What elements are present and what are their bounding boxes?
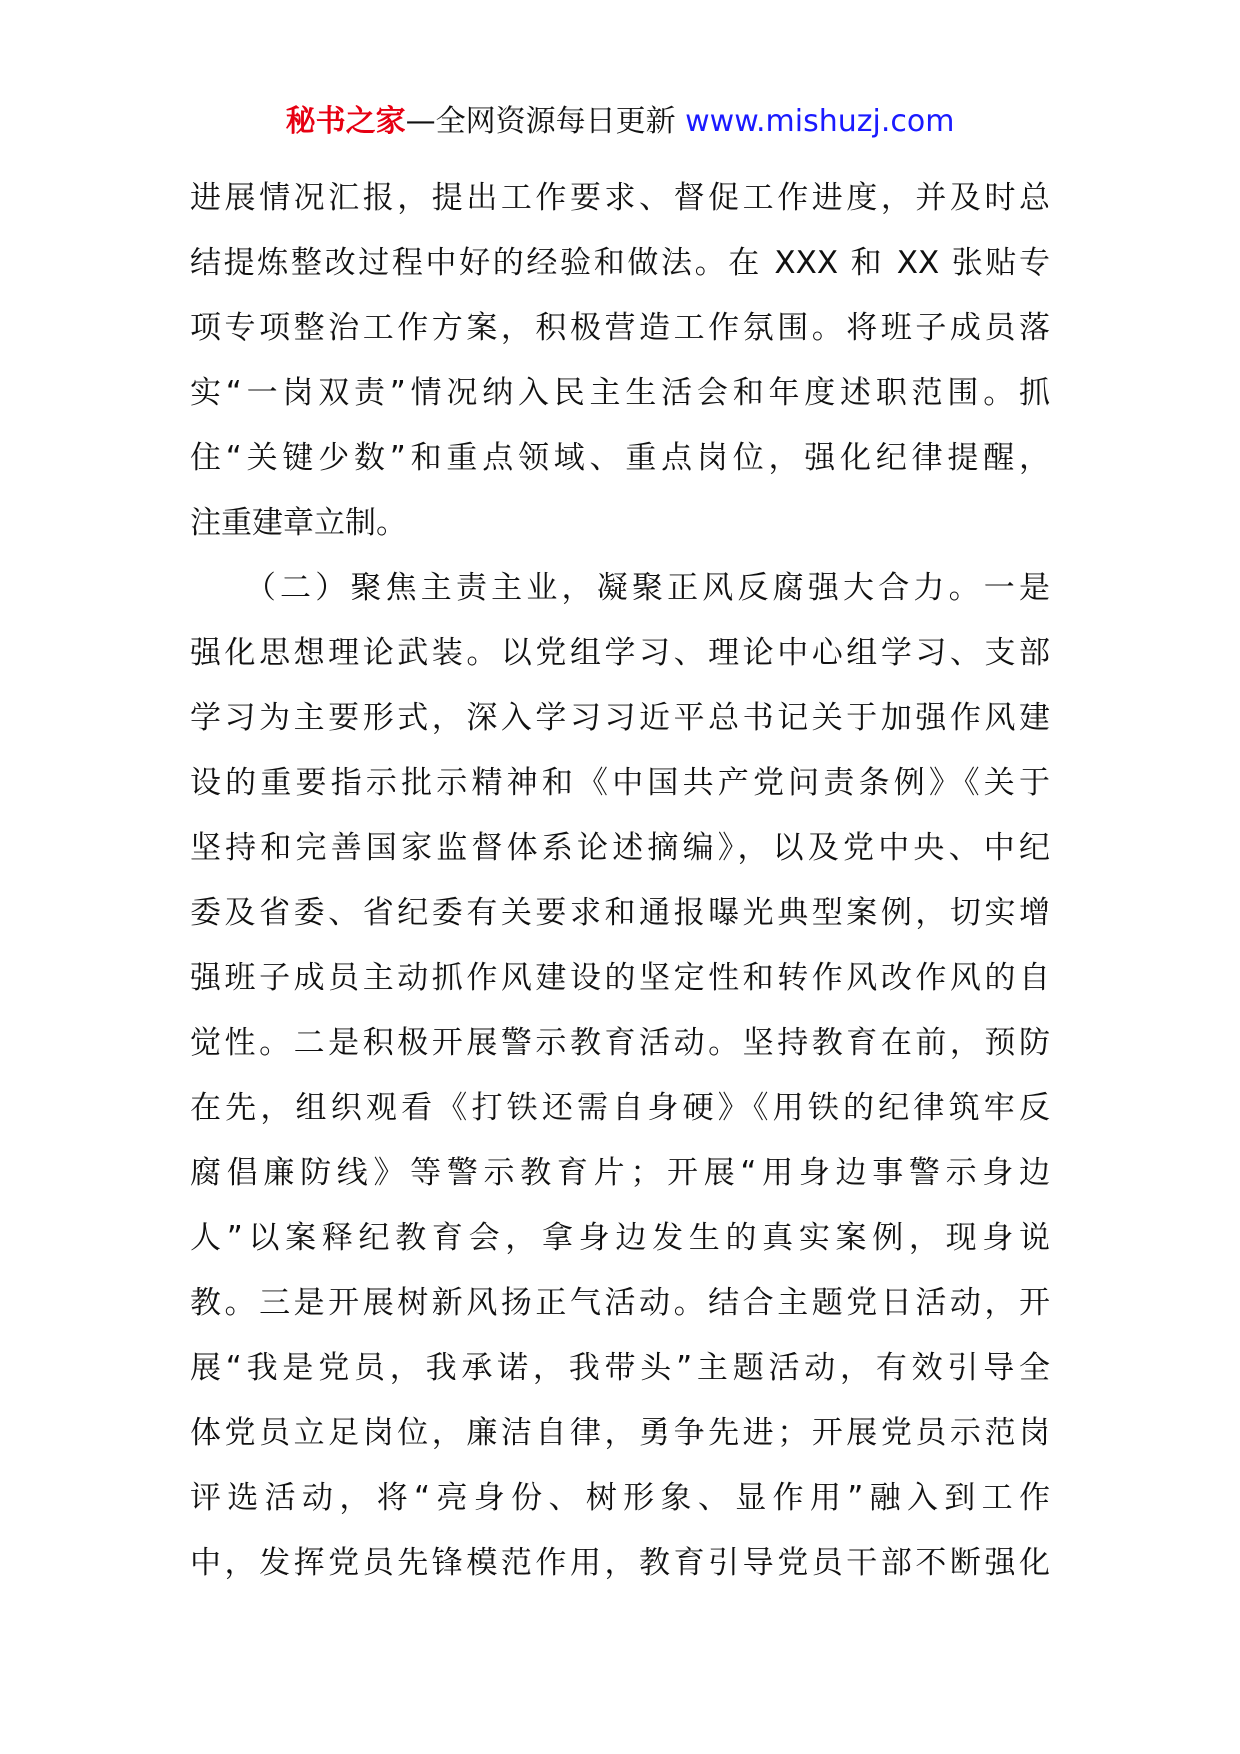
paragraph-2 [190,556,1050,1596]
text-line: 实“一岗双责”情况纳入民主生活会和年度述职范围。抓 [190,375,1050,411]
text-line: 注重建章立制。 [190,505,407,541]
text-line: 觉性。二是积极开展警示教育活动。坚持教育在前，预防 [190,1025,1050,1061]
text-line: 项专项整治工作方案，积极营造工作氛围。将班子成员落 [190,310,1050,346]
text-line: 人”以案释纪教育会，拿身边发生的真实案例，现身说 [190,1220,1050,1256]
text-line: 学习为主要形式，深入学习习近平总书记关于加强作风建 [190,700,1050,736]
text-line: 设的重要指示批示精神和《中国共产党问责条例》《关于 [190,765,1050,801]
text-line: 展“我是党员，我承诺，我带头”主题活动，有效引导全 [190,1350,1050,1386]
text-line: 委及省委、省纪委有关要求和通报曝光典型案例，切实增 [190,895,1050,931]
text-line: 在先，组织观看《打铁还需自身硬》《用铁的纪律筑牢反 [190,1090,1050,1126]
text-line: 评选活动，将“亮身份、树形象、显作用”融入到工作 [190,1480,1050,1516]
text-line: 进展情况汇报，提出工作要求、督促工作进度，并及时总 [190,180,1050,216]
text-line: 体党员立足岗位，廉洁自律，勇争先进；开展党员示范岗 [190,1415,1050,1451]
text-line: （二）聚焦主责主业，凝聚正风反腐强大合力。一是 [190,570,1050,606]
text-line: 中，发挥党员先锋模范作用，教育引导党员干部不断强化 [190,1545,1050,1581]
text-line: 教。三是开展树新风扬正气活动。结合主题党日活动，开 [190,1285,1050,1321]
text-line: 强班子成员主动抓作风建设的坚定性和转作风改作风的自 [190,960,1050,996]
text-line: 强化思想理论武装。以党组学习、理论中心组学习、支部 [190,635,1050,671]
site-url[interactable]: www.mishuzj.com [685,104,955,139]
text-line: 结提炼整改过程中好的经验和做法。在 XXX 和 XX 张贴专 [190,245,1050,281]
text-line: 住“关键少数”和重点领域、重点岗位，强化纪律提醒， [190,440,1050,476]
page-header [0,100,1240,144]
document-body [190,166,1050,1596]
brand-name: 秘书之家 [285,104,406,139]
text-line: 腐倡廉防线》等警示教育片；开展“用身边事警示身边 [190,1155,1050,1191]
header-tagline: —全网资源每日更新 [405,104,676,139]
text-line: 坚持和完善国家监督体系论述摘编》，以及党中央、中纪 [190,830,1050,866]
paragraph-1 [190,166,1050,556]
